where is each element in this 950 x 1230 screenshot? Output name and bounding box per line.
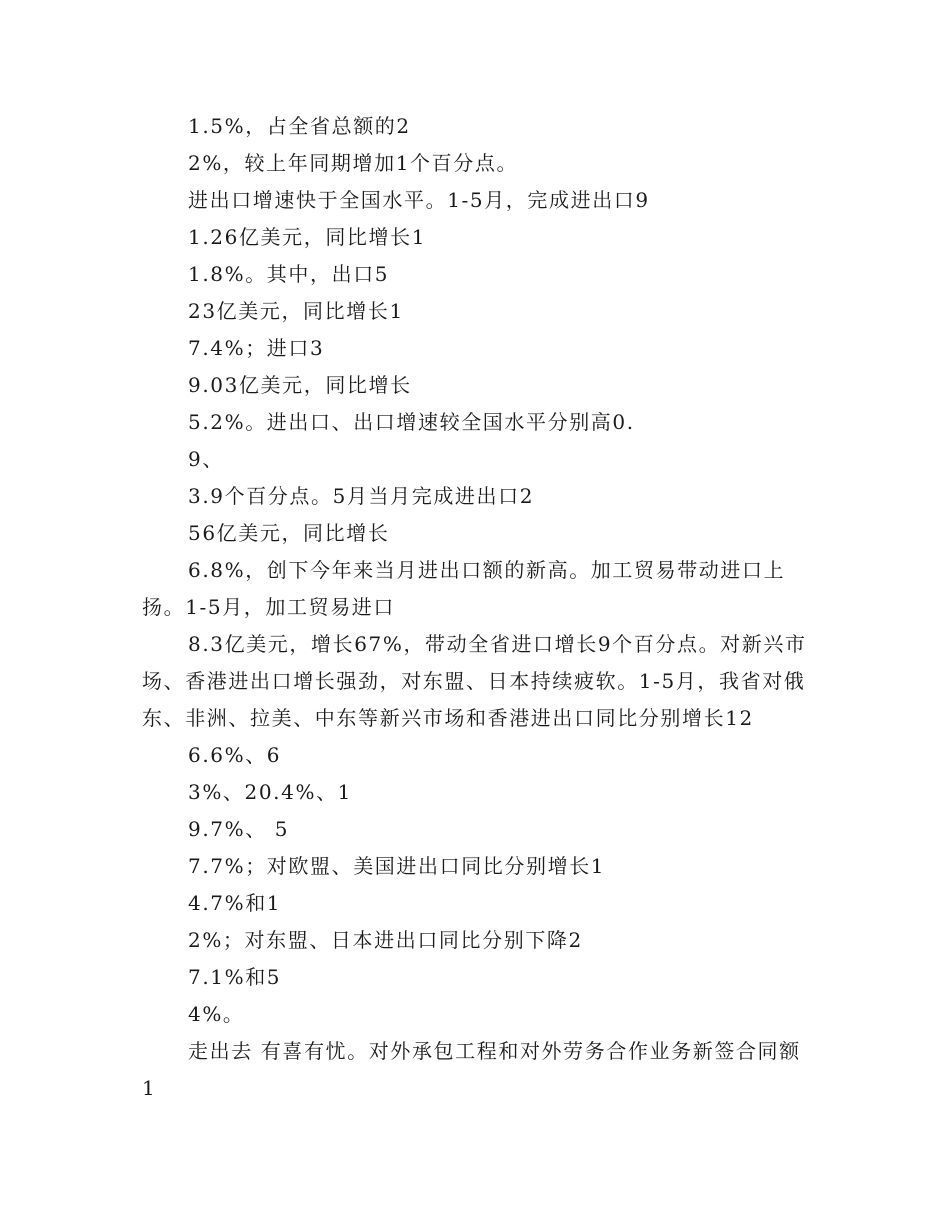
paragraph: 走出去 有喜有忧。对外承包工程和对外劳务合作业务新签合同额1 [142,1039,801,1100]
paragraph: 2%，较上年同期增加1个百分点。 [188,151,519,175]
paragraph: 6.6%、6 [188,743,282,767]
paragraph: 4.7%和1 [188,891,282,915]
paragraph: 3.9个百分点。5月当月完成进出口2 [188,484,535,508]
paragraph: 1.5%，占全省总额的2 [188,114,411,138]
paragraph: 9.03亿美元，同比增长 [188,373,412,397]
paragraph: 6.8%，创下今年来当月进出口额的新高。加工贸易带动进口上扬。1-5月，加工贸易进口 [142,558,786,619]
paragraph: 2%；对东盟、日本进出口同比分别下降2 [188,928,583,952]
paragraph: 1.8%。其中，出口5 [188,262,390,286]
paragraph: 5.2%。进出口、出口增速较全国水平分别高0. [188,410,635,434]
paragraph: 23亿美元，同比增长1 [188,299,404,323]
paragraph: 进出口增速快于全国水平。1-5月，完成进出口9 [188,188,650,212]
paragraph: 8.3亿美元，增长67%，带动全省进口增长9个百分点。对新兴市场、香港进出口增长强劲，对东盟、日本持续疲软。1-5月，我省对俄东、非洲、拉美、中东等新兴市场和香港进出口同比分别增长12 [142,632,807,730]
paragraph: 7.4%；进口3 [188,336,325,360]
paragraph: 3%、20.4%、1 [188,780,352,804]
paragraph: 9.7%、 5 [188,817,290,841]
paragraph: 1.26亿美元，同比增长1 [188,225,427,249]
paragraph: 7.7%；对欧盟、美国进出口同比分别增长1 [188,854,606,878]
paragraph: 56亿美元，同比增长 [188,521,390,545]
paragraph: 9、 [188,447,224,471]
paragraph: 4%。 [188,1002,245,1026]
paragraph: 7.1%和5 [188,965,282,989]
document-body [142,108,812,1107]
